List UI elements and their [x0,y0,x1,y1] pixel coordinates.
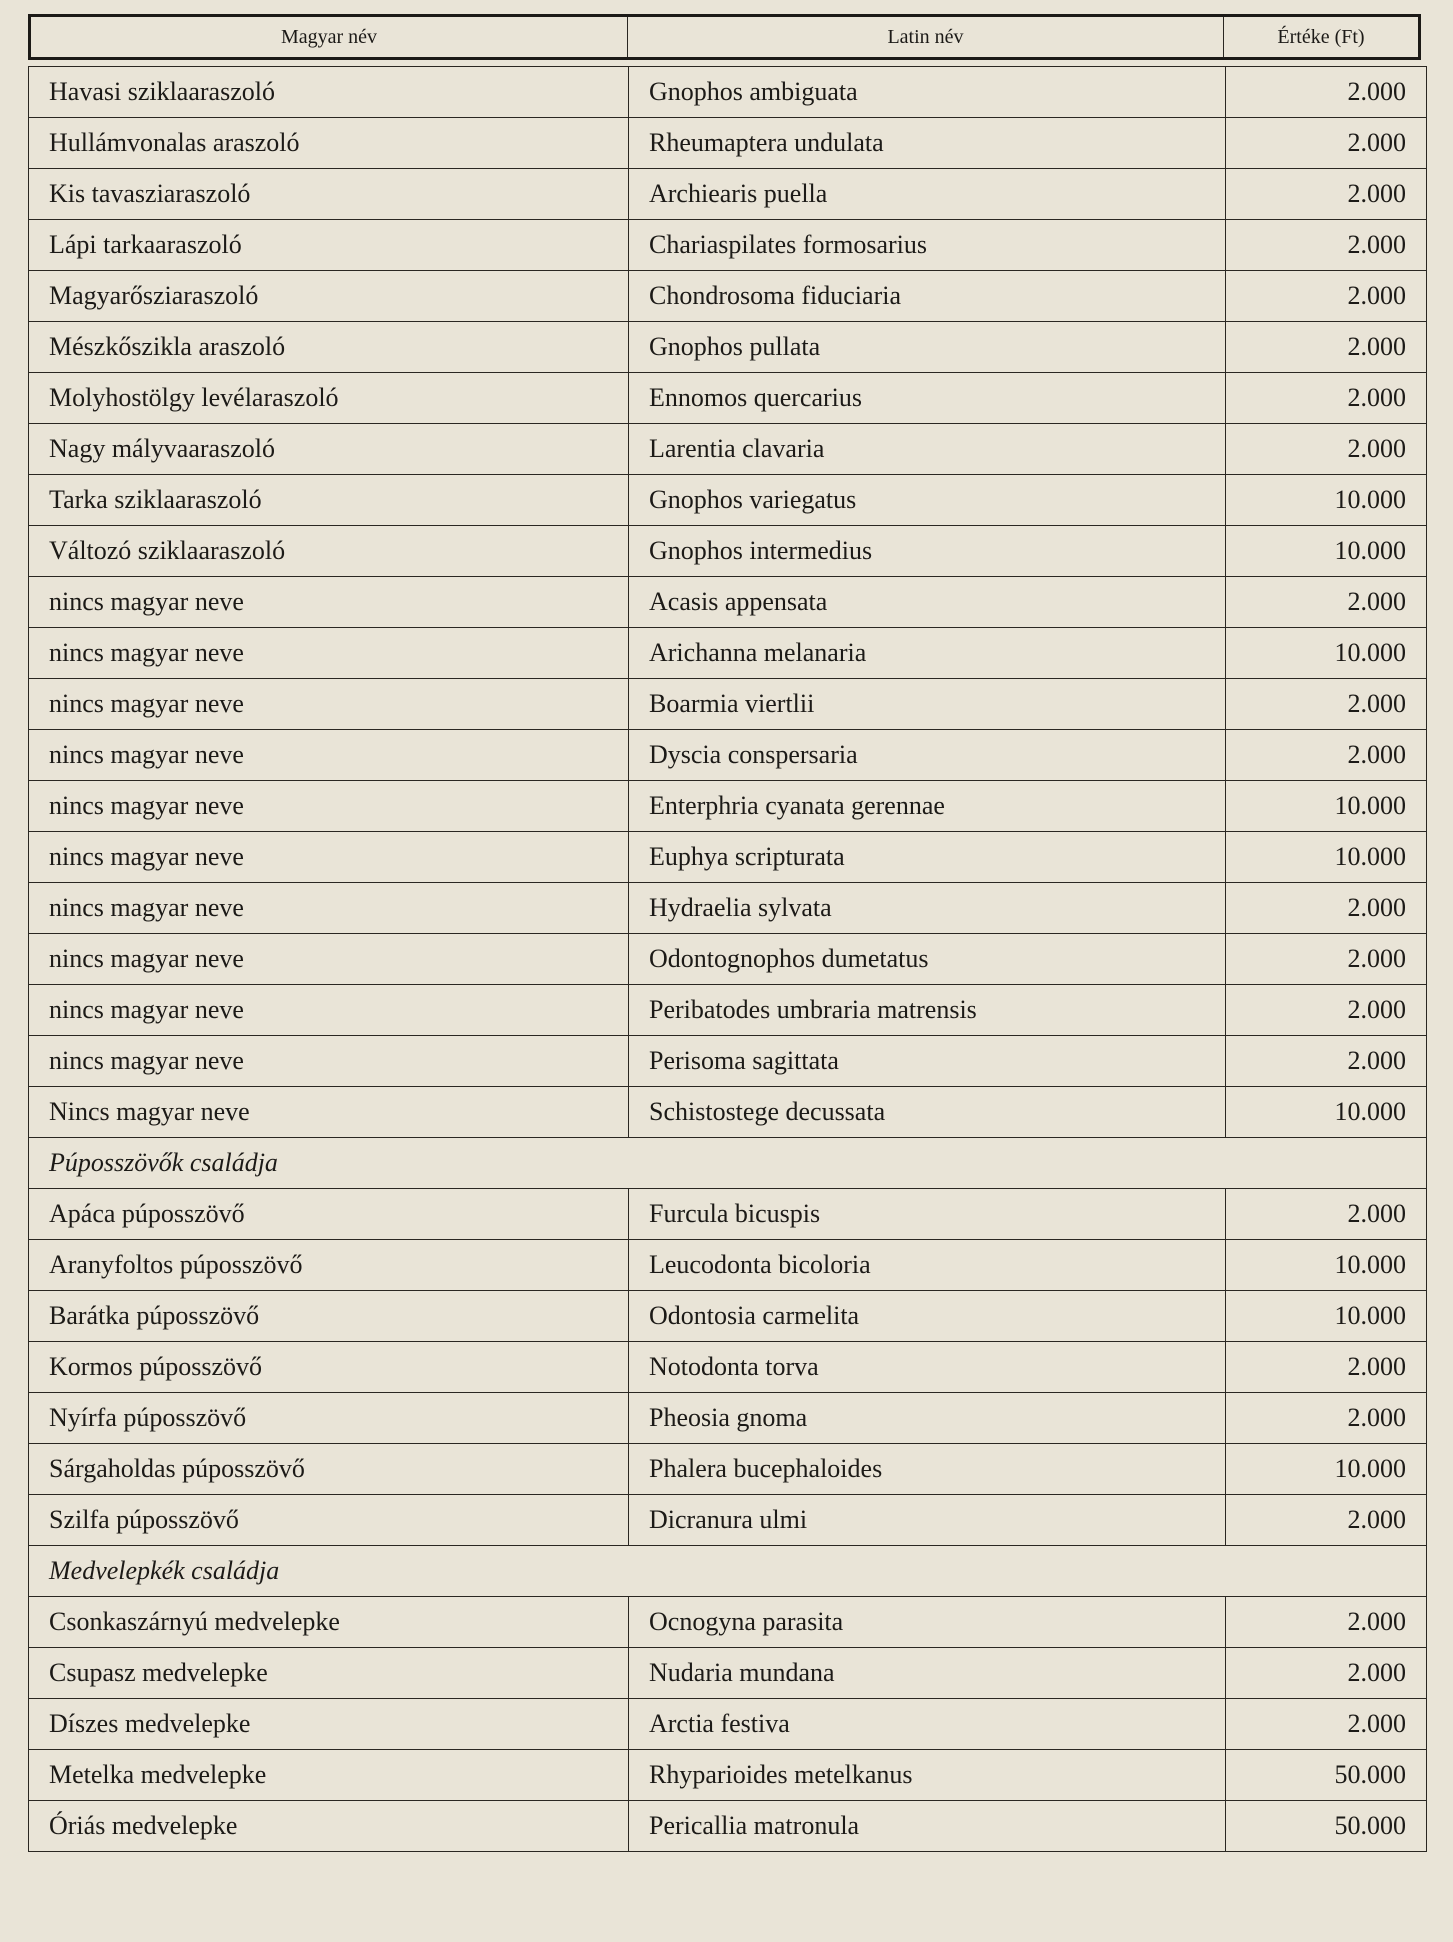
table-row [29,883,1427,934]
latin-name-cell: Gnophos variegatus [629,475,1226,526]
table-row [29,118,1427,169]
value-cell: 10.000 [1226,1291,1427,1342]
table-row [29,271,1427,322]
hungarian-name-cell: Szilfa púposszövő [29,1495,629,1546]
hungarian-name-cell: Apáca púposszövő [29,1189,629,1240]
latin-name-cell: Odontosia carmelita [629,1291,1226,1342]
family-heading-row [29,1138,1427,1189]
hungarian-name-cell: Aranyfoltos púposszövő [29,1240,629,1291]
latin-name-cell: Furcula bicuspis [629,1189,1226,1240]
hungarian-name-cell: Barátka púposszövő [29,1291,629,1342]
hungarian-name-cell: Változó sziklaaraszoló [29,526,629,577]
hungarian-name-cell: Kormos púposszövő [29,1342,629,1393]
table-row [29,1291,1427,1342]
latin-name-cell: Leucodonta bicoloria [629,1240,1226,1291]
hungarian-name-cell: nincs magyar neve [29,730,629,781]
latin-name-cell: Arichanna melanaria [629,628,1226,679]
table-row [29,1342,1427,1393]
value-cell: 2.000 [1226,271,1427,322]
latin-name-cell: Pericallia matronula [629,1801,1226,1852]
table-row [29,1036,1427,1087]
value-cell: 2.000 [1226,934,1427,985]
latin-name-cell: Dyscia conspersaria [629,730,1226,781]
hungarian-name-cell: Csupasz medvelepke [29,1648,629,1699]
value-cell: 2.000 [1226,883,1427,934]
table-row [29,1444,1427,1495]
value-cell: 50.000 [1226,1750,1427,1801]
latin-name-cell: Chondrosoma fiduciaria [629,271,1226,322]
table-row [29,730,1427,781]
latin-name-cell: Nudaria mundana [629,1648,1226,1699]
latin-name-cell: Phalera bucephaloides [629,1444,1226,1495]
value-cell: 2.000 [1226,985,1427,1036]
value-cell: 2.000 [1226,577,1427,628]
value-cell: 2.000 [1226,1342,1427,1393]
latin-name-cell: Enterphria cyanata gerennae [629,781,1226,832]
table-row [29,1648,1427,1699]
table-header [28,14,1421,60]
family-heading: Púposszövők családja [29,1138,1427,1189]
latin-name-cell: Odontognophos dumetatus [629,934,1226,985]
hungarian-name-cell: nincs magyar neve [29,883,629,934]
table-row [29,1240,1427,1291]
value-cell: 2.000 [1226,169,1427,220]
table-row [29,424,1427,475]
value-cell: 2.000 [1226,220,1427,271]
table-row [29,1750,1427,1801]
table-row [29,1801,1427,1852]
family-heading: Medvelepkék családja [29,1546,1427,1597]
value-cell: 10.000 [1226,1240,1427,1291]
latin-name-cell: Acasis appensata [629,577,1226,628]
table-row [29,67,1427,118]
hungarian-name-cell: Molyhostölgy levélaraszoló [29,373,629,424]
latin-name-cell: Ocnogyna parasita [629,1597,1226,1648]
latin-name-cell: Gnophos ambiguata [629,67,1226,118]
species-table [28,66,1427,1852]
value-cell: 10.000 [1226,628,1427,679]
table-row [29,373,1427,424]
value-cell: 2.000 [1226,1699,1427,1750]
table-row [29,1597,1427,1648]
hungarian-name-cell: Hullámvonalas araszoló [29,118,629,169]
latin-name-cell: Boarmia viertlii [629,679,1226,730]
value-cell: 10.000 [1226,1087,1427,1138]
hungarian-name-cell: Mészkőszikla araszoló [29,322,629,373]
table-row [29,934,1427,985]
value-cell: 2.000 [1226,424,1427,475]
hungarian-name-cell: Tarka sziklaaraszoló [29,475,629,526]
value-cell: 2.000 [1226,67,1427,118]
value-cell: 10.000 [1226,475,1427,526]
latin-name-cell: Arctia festiva [629,1699,1226,1750]
species-table-body [29,67,1427,1852]
latin-name-cell: Chariaspilates formosarius [629,220,1226,271]
family-heading-row [29,1546,1427,1597]
table-row [29,1087,1427,1138]
latin-name-cell: Ennomos quercarius [629,373,1226,424]
value-cell: 2.000 [1226,1648,1427,1699]
latin-name-cell: Hydraelia sylvata [629,883,1226,934]
latin-name-cell: Dicranura ulmi [629,1495,1226,1546]
value-cell: 2.000 [1226,1036,1427,1087]
hungarian-name-cell: nincs magyar neve [29,1036,629,1087]
hungarian-name-cell: Magyarősziaraszoló [29,271,629,322]
header-latin-name: Latin név [628,17,1224,57]
table-row [29,1393,1427,1444]
header-value: Értéke (Ft) [1277,25,1365,48]
hungarian-name-cell: Kis tavasziaraszoló [29,169,629,220]
latin-name-cell: Euphya scripturata [629,832,1226,883]
value-cell: 2.000 [1226,730,1427,781]
value-cell: 10.000 [1226,781,1427,832]
hungarian-name-cell: Metelka medvelepke [29,1750,629,1801]
table-row [29,832,1427,883]
hungarian-name-cell: Havasi sziklaaraszoló [29,67,629,118]
hungarian-name-cell: Nyírfa púposszövő [29,1393,629,1444]
value-cell: 50.000 [1226,1801,1427,1852]
table-row [29,169,1427,220]
value-cell: 10.000 [1226,526,1427,577]
table-row [29,577,1427,628]
value-cell: 2.000 [1226,373,1427,424]
table-row [29,628,1427,679]
table-row [29,1699,1427,1750]
table-row [29,322,1427,373]
hungarian-name-cell: Nagy mályvaaraszoló [29,424,629,475]
value-cell: 2.000 [1226,1495,1427,1546]
latin-name-cell: Rheumaptera undulata [629,118,1226,169]
hungarian-name-cell: Lápi tarkaaraszoló [29,220,629,271]
hungarian-name-cell: Sárgaholdas púposszövő [29,1444,629,1495]
hungarian-name-cell: Óriás medvelepke [29,1801,629,1852]
latin-name-cell: Gnophos intermedius [629,526,1226,577]
latin-name-cell: Notodonta torva [629,1342,1226,1393]
hungarian-name-cell: nincs magyar neve [29,781,629,832]
latin-name-cell: Peribatodes umbraria matrensis [629,985,1226,1036]
latin-name-cell: Schistostege decussata [629,1087,1226,1138]
hungarian-name-cell: nincs magyar neve [29,628,629,679]
value-cell: 10.000 [1226,1444,1427,1495]
hungarian-name-cell: nincs magyar neve [29,679,629,730]
table-row [29,1495,1427,1546]
value-cell: 2.000 [1226,679,1427,730]
header-hungarian-name: Magyar név [31,17,628,57]
hungarian-name-cell: nincs magyar neve [29,577,629,628]
hungarian-name-cell: nincs magyar neve [29,985,629,1036]
value-cell: 10.000 [1226,832,1427,883]
hungarian-name-cell: nincs magyar neve [29,832,629,883]
value-cell: 2.000 [1226,1189,1427,1240]
table-row [29,526,1427,577]
table-row [29,985,1427,1036]
table-row [29,220,1427,271]
hungarian-name-cell: Csonkaszárnyú medvelepke [29,1597,629,1648]
value-cell: 2.000 [1226,1597,1427,1648]
latin-name-cell: Larentia clavaria [629,424,1226,475]
table-row [29,781,1427,832]
hungarian-name-cell: nincs magyar neve [29,934,629,985]
table-row [29,679,1427,730]
latin-name-cell: Perisoma sagittata [629,1036,1226,1087]
hungarian-name-cell: Díszes medvelepke [29,1699,629,1750]
table-row [29,475,1427,526]
latin-name-cell: Gnophos pullata [629,322,1226,373]
value-cell: 2.000 [1226,118,1427,169]
hungarian-name-cell: Nincs magyar neve [29,1087,629,1138]
table-row [29,1189,1427,1240]
value-cell: 2.000 [1226,1393,1427,1444]
latin-name-cell: Pheosia gnoma [629,1393,1226,1444]
latin-name-cell: Rhyparioides metelkanus [629,1750,1226,1801]
latin-name-cell: Archiearis puella [629,169,1226,220]
value-cell: 2.000 [1226,322,1427,373]
